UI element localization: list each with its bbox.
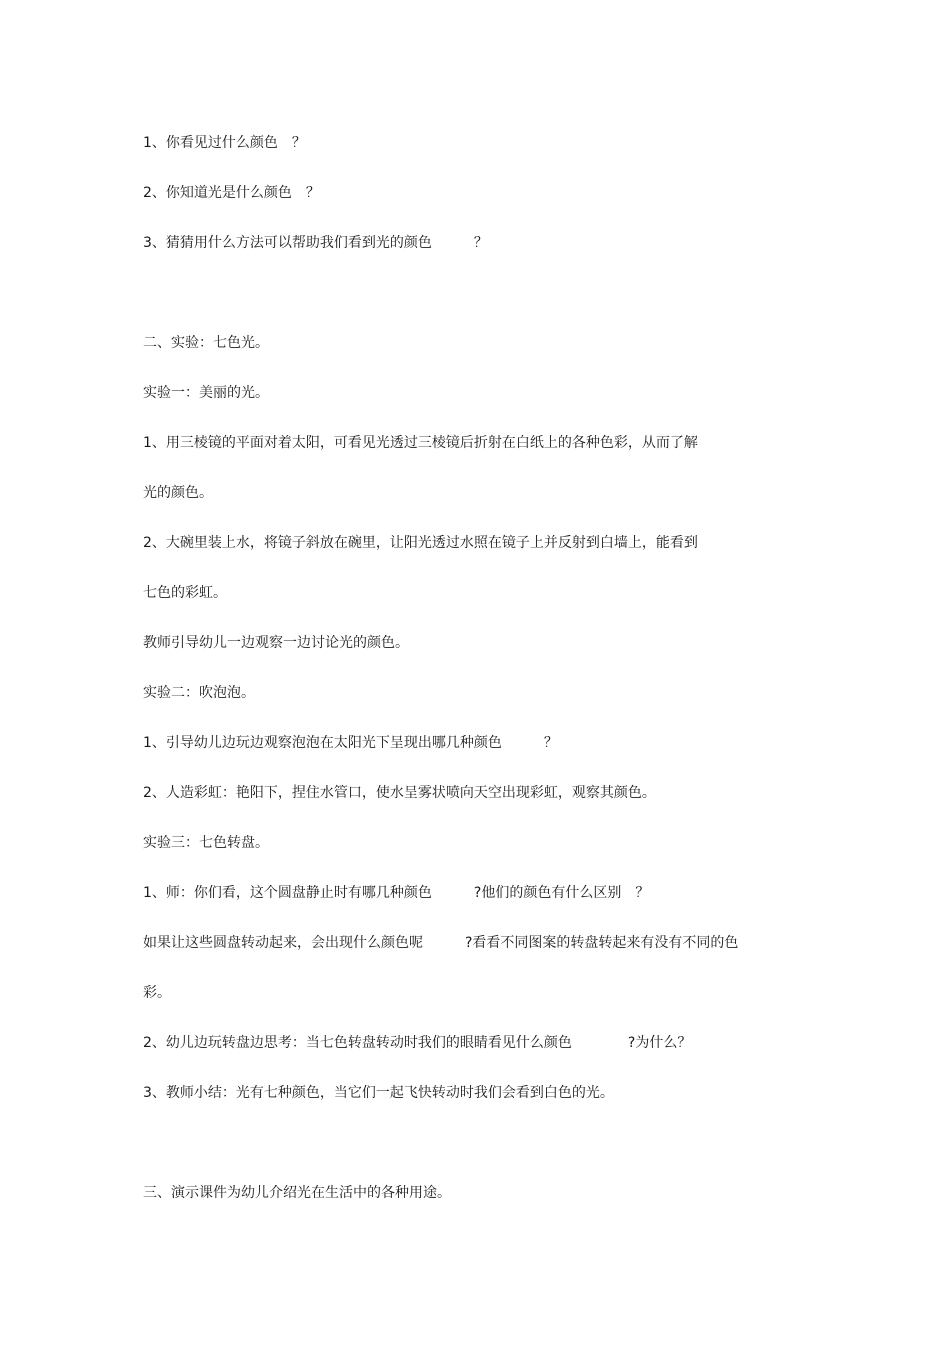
experiment-3-step-1: 1、师：你们看，这个圆盘静止时有哪几种颜色 ?他们的颜色有什么区别 ？ (143, 885, 650, 901)
experiment-2-heading: 实验二：吹泡泡。 (143, 685, 255, 701)
section-heading-2: 二、实验：七色光。 (143, 335, 269, 351)
experiment-3-step-2: 2、幼儿边玩转盘边思考：当七色转盘转动时我们的眼睛看见什么颜色 ?为什么？ (143, 1035, 692, 1051)
experiment-3-step-1-cont-2: 彩。 (143, 985, 171, 1001)
question-line-2: 2、你知道光是什么颜色 ？ (143, 185, 320, 201)
experiment-1-heading: 实验一：美丽的光。 (143, 385, 269, 401)
experiment-1-step-2: 2、大碗里装上水，将镜子斜放在碗里，让阳光透过水照在镜子上并反射到白墙上，能看到 (143, 535, 698, 551)
experiment-3-heading: 实验三：七色转盘。 (143, 835, 269, 851)
experiment-3-step-1-cont: 如果让这些圆盘转动起来，会出现什么颜色呢 ?看看不同图案的转盘转起来有没有不同的色 (143, 935, 739, 951)
experiment-1-step-1: 1、用三棱镜的平面对着太阳，可看见光透过三棱镜后折射在白纸上的各种色彩，从而了解 (143, 435, 698, 451)
experiment-2-step-1: 1、引导幼儿边玩边观察泡泡在太阳光下呈现出哪几种颜色 ？ (143, 735, 558, 751)
experiment-1-step-2-cont: 七色的彩虹。 (143, 585, 227, 601)
question-line-3: 3、猜猜用什么方法可以帮助我们看到光的颜色 ？ (143, 235, 488, 251)
experiment-2-step-2: 2、人造彩虹：艳阳下，捏住水管口，使水呈雾状喷向天空出现彩虹，观察其颜色。 (143, 785, 656, 801)
experiment-3-step-3: 3、教师小结：光有七种颜色，当它们一起飞快转动时我们会看到白色的光。 (143, 1085, 614, 1101)
experiment-1-step-1-cont: 光的颜色。 (143, 485, 213, 501)
question-line-1: 1、你看见过什么颜色 ？ (143, 135, 306, 151)
section-heading-3: 三、演示课件为幼儿介绍光在生活中的各种用途。 (143, 1185, 451, 1201)
teacher-guidance: 教师引导幼儿一边观察一边讨论光的颜色。 (143, 635, 409, 651)
